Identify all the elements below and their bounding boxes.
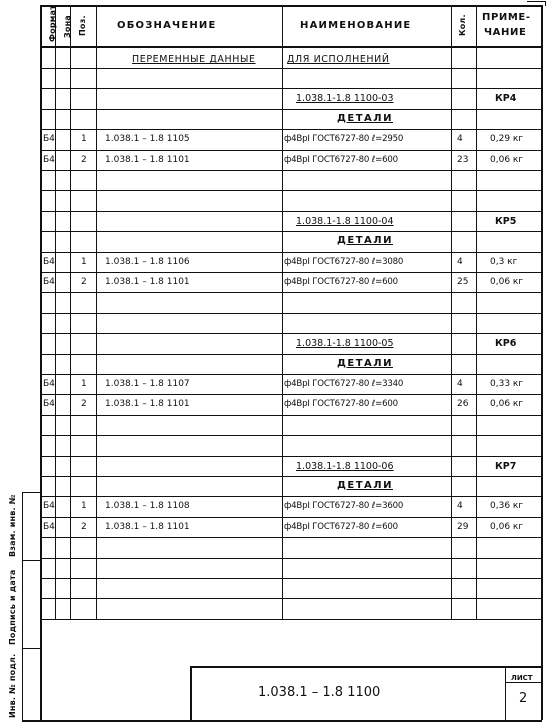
group-code: 1.038.1-1.8 1100-05 [296, 338, 394, 349]
header-note-line2: ЧАНИЕ [484, 27, 527, 38]
item-designation: 1.038.1 – 1.8 1108 [105, 501, 190, 511]
stamp-sign-date: Подпись и дата [8, 569, 17, 645]
item-name: ф4ВрI ГОСТ6727-80 ℓ=3600 [284, 501, 404, 511]
item-quantity: 4 [457, 379, 463, 389]
item-note: 0,36 кг [490, 501, 524, 511]
item-name: ф4ВрI ГОСТ6727-80 ℓ=600 [284, 522, 398, 532]
group-subtitle: ДЕТАЛИ [337, 480, 393, 491]
item-format: Б4 [43, 155, 55, 165]
item-note: 0,06 кг [490, 155, 524, 165]
item-designation: 1.038.1 – 1.8 1101 [105, 277, 190, 287]
item-format: Б4 [43, 257, 55, 267]
item-name: ф4ВрI ГОСТ6727-80 ℓ=2950 [284, 134, 404, 144]
item-name: ф4ВрI ГОСТ6727-80 ℓ=3340 [284, 379, 404, 389]
item-name: ф4ВрI ГОСТ6727-80 ℓ=600 [284, 399, 398, 409]
item-note: 0,29 кг [490, 134, 524, 144]
item-name: ф4ВрI ГОСТ6727-80 ℓ=600 [284, 277, 398, 287]
item-position: 1 [81, 134, 87, 144]
title-sheet-number: 2 [519, 691, 528, 706]
header-zone: Зона [63, 15, 72, 38]
item-designation: 1.038.1 – 1.8 1101 [105, 399, 190, 409]
item-format: Б4 [43, 379, 55, 389]
item-format: Б4 [43, 399, 55, 409]
section-title-right: ДЛЯ ИСПОЛНЕНИЙ [287, 54, 390, 65]
item-position: 2 [81, 277, 87, 287]
header-format: Формат [48, 5, 57, 42]
header-pos: Поз. [78, 15, 87, 36]
header-designation: ОБОЗНАЧЕНИЕ [117, 20, 217, 31]
item-designation: 1.038.1 – 1.8 1105 [105, 134, 190, 144]
group-subtitle: ДЕТАЛИ [337, 113, 393, 124]
item-quantity: 29 [457, 522, 469, 532]
header-name: НАИМЕНОВАНИЕ [300, 20, 412, 31]
group-code: 1.038.1-1.8 1100-04 [296, 216, 394, 227]
group-subtitle: ДЕТАЛИ [337, 235, 393, 246]
stamp-replace-inv: Взам. инв. № [8, 494, 17, 557]
item-quantity: 4 [457, 257, 463, 267]
item-position: 2 [81, 399, 87, 409]
item-note: 0,06 кг [490, 399, 524, 409]
item-name: ф4ВрI ГОСТ6727-80 ℓ=600 [284, 155, 398, 165]
group-note: КР5 [495, 216, 517, 227]
title-doc-code: 1.038.1 – 1.8 1100 [258, 685, 381, 700]
item-format: Б4 [43, 134, 55, 144]
header-note-line1: ПРИМЕ- [482, 12, 531, 23]
item-position: 2 [81, 522, 87, 532]
item-position: 2 [81, 155, 87, 165]
item-position: 1 [81, 501, 87, 511]
item-quantity: 26 [457, 399, 469, 409]
item-format: Б4 [43, 522, 55, 532]
group-note: КР7 [495, 461, 517, 472]
item-designation: 1.038.1 – 1.8 1101 [105, 155, 190, 165]
item-quantity: 4 [457, 134, 463, 144]
group-note: КР6 [495, 338, 517, 349]
item-note: 0,33 кг [490, 379, 524, 389]
group-note: КР4 [495, 93, 517, 104]
item-name: ф4ВрI ГОСТ6727-80 ℓ=3080 [284, 257, 404, 267]
item-note: 0,06 кг [490, 522, 524, 532]
item-quantity: 25 [457, 277, 469, 287]
title-sheet-label: ЛИСТ [511, 674, 533, 682]
item-position: 1 [81, 379, 87, 389]
item-format: Б4 [43, 501, 55, 511]
item-position: 1 [81, 257, 87, 267]
item-designation: 1.038.1 – 1.8 1106 [105, 257, 190, 267]
item-note: 0,06 кг [490, 277, 524, 287]
stamp-inv-orig: Инв. № подл. [8, 653, 17, 718]
item-format: Б4 [43, 277, 55, 287]
item-designation: 1.038.1 – 1.8 1101 [105, 522, 190, 532]
group-code: 1.038.1-1.8 1100-06 [296, 461, 394, 472]
item-quantity: 23 [457, 155, 469, 165]
header-qty: Кол. [458, 14, 467, 36]
item-note: 0,3 кг [490, 257, 518, 267]
item-designation: 1.038.1 – 1.8 1107 [105, 379, 190, 389]
item-quantity: 4 [457, 501, 463, 511]
group-subtitle: ДЕТАЛИ [337, 358, 393, 369]
group-code: 1.038.1-1.8 1100-03 [296, 93, 394, 104]
section-title-left: ПЕРЕМЕННЫЕ ДАННЫЕ [132, 54, 256, 65]
